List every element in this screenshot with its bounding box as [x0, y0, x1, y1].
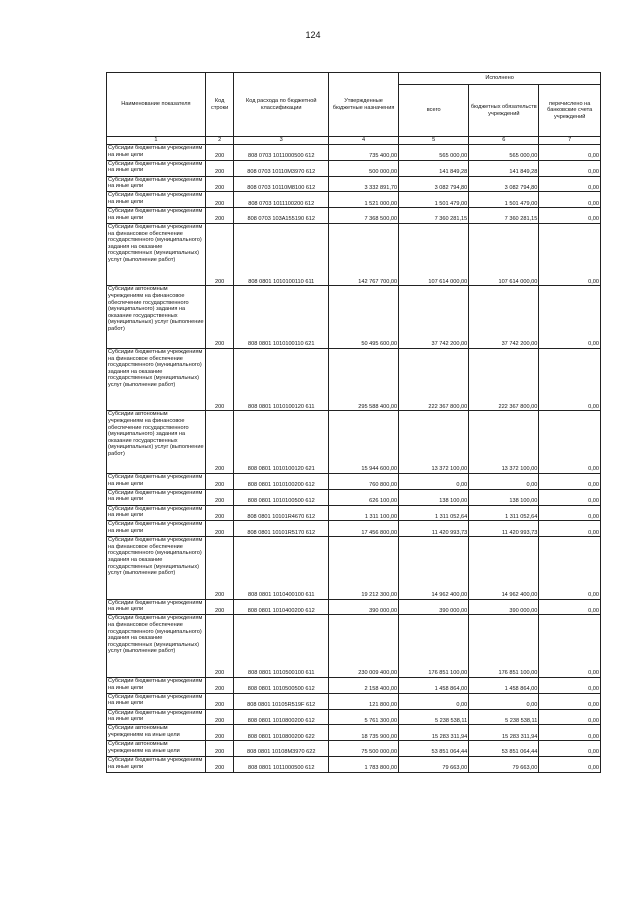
row-budget-code: 808 0801 10105R519F 612 [234, 693, 329, 709]
table-row [107, 693, 601, 709]
row-budget-inst: 15 283 311,94 [469, 725, 539, 741]
row-total: 107 614 000,00 [399, 223, 469, 286]
row-budget-code: 808 0801 1010100110 621 [234, 286, 329, 349]
row-total: 5 238 538,11 [399, 709, 469, 725]
row-transfer: 0,00 [539, 505, 601, 521]
row-name: Субсидии бюджетным учреждениям на иные цели [107, 192, 206, 208]
row-name: Субсидии бюджетным учреждениям на иные цели [107, 521, 206, 537]
row-approved: 1 311 100,00 [329, 505, 399, 521]
row-budget-inst: 0,00 [469, 473, 539, 489]
row-budget-code: 808 0801 1010500500 612 [234, 677, 329, 693]
row-budget-code: 808 0801 1010400100 611 [234, 537, 329, 600]
row-approved: 5 761 300,00 [329, 709, 399, 725]
row-budget-code: 808 0801 1010100120 611 [234, 348, 329, 411]
row-budget-inst: 37 742 200,00 [469, 286, 539, 349]
row-total: 1 501 479,00 [399, 192, 469, 208]
row-budget-code: 808 0801 1010100120 621 [234, 411, 329, 474]
row-total: 0,00 [399, 473, 469, 489]
row-name: Субсидии бюджетным учреждениям на финансовое обеспечение государственного (муниципального) задания на оказание государственных (муниципальных) услуг (выполнение работ) [107, 223, 206, 286]
row-name: Субсидии бюджетным учреждениям на иные цели [107, 473, 206, 489]
row-code: 200 [205, 521, 234, 537]
row-budget-inst: 53 851 064,44 [469, 741, 539, 757]
row-name: Субсидии бюджетным учреждениям на иные цели [107, 176, 206, 192]
row-total: 79 663,00 [399, 756, 469, 772]
row-budget-inst: 1 501 479,00 [469, 192, 539, 208]
col-number: 2 [205, 137, 234, 145]
budget-execution-table [106, 72, 601, 773]
row-budget-code: 808 0703 10110M8100 612 [234, 176, 329, 192]
row-budget-inst: 13 372 100,00 [469, 411, 539, 474]
row-code: 200 [205, 615, 234, 678]
col-number: 5 [399, 137, 469, 145]
header-total: всего [399, 85, 469, 137]
row-name: Субсидии автономным учреждениям на финансовое обеспечение государственного (муниципального) задания на оказание государственных (муниципальных) услуг (выполнение работ) [107, 286, 206, 349]
row-approved: 1 521 000,00 [329, 192, 399, 208]
table-row [107, 521, 601, 537]
row-approved: 121 800,00 [329, 693, 399, 709]
table-row [107, 223, 601, 286]
table-row [107, 537, 601, 600]
row-approved: 2 158 400,00 [329, 677, 399, 693]
col-number: 3 [234, 137, 329, 145]
row-name: Субсидии автономным учреждениям на иные цели [107, 741, 206, 757]
row-total: 138 100,00 [399, 489, 469, 505]
row-transfer: 0,00 [539, 521, 601, 537]
row-total: 390 000,00 [399, 599, 469, 615]
row-budget-code: 808 0801 1010400200 612 [234, 599, 329, 615]
row-name: Субсидии бюджетным учреждениям на иные цели [107, 160, 206, 176]
row-transfer: 0,00 [539, 473, 601, 489]
row-approved: 15 944 600,00 [329, 411, 399, 474]
table-row [107, 489, 601, 505]
col-number: 7 [539, 137, 601, 145]
header-code: Код строки [205, 73, 234, 137]
row-transfer: 0,00 [539, 192, 601, 208]
row-transfer: 0,00 [539, 208, 601, 224]
row-name: Субсидии бюджетным учреждениям на иные цели [107, 677, 206, 693]
row-total: 1 458 864,00 [399, 677, 469, 693]
row-transfer: 0,00 [539, 725, 601, 741]
row-name: Субсидии бюджетным учреждениям на иные цели [107, 709, 206, 725]
table-row [107, 505, 601, 521]
row-transfer: 0,00 [539, 615, 601, 678]
table-row [107, 473, 601, 489]
header-budget-inst: бюджетных обязательств учреждений [469, 85, 539, 137]
row-budget-code: 808 0801 10101R4670 612 [234, 505, 329, 521]
row-code: 200 [205, 709, 234, 725]
row-code: 200 [205, 756, 234, 772]
row-code: 200 [205, 223, 234, 286]
row-budget-code: 808 0801 1011000500 612 [234, 756, 329, 772]
header-approved: Утвержденные бюджетные назначения [329, 73, 399, 137]
header-budget-code: Код расхода по бюджетной классификации [234, 73, 329, 137]
row-name: Субсидии бюджетным учреждениям на иные цели [107, 489, 206, 505]
row-approved: 50 495 600,00 [329, 286, 399, 349]
row-total: 37 742 200,00 [399, 286, 469, 349]
row-budget-inst: 1 458 864,00 [469, 677, 539, 693]
row-approved: 390 000,00 [329, 599, 399, 615]
row-total: 0,00 [399, 693, 469, 709]
row-budget-inst: 79 663,00 [469, 756, 539, 772]
row-budget-code: 808 0703 10110M3970 612 [234, 160, 329, 176]
col-number: 1 [107, 137, 206, 145]
row-budget-code: 808 0801 1010500100 611 [234, 615, 329, 678]
row-code: 200 [205, 160, 234, 176]
row-code: 200 [205, 208, 234, 224]
row-approved: 735 400,00 [329, 145, 399, 161]
row-code: 200 [205, 677, 234, 693]
row-transfer: 0,00 [539, 537, 601, 600]
table-row [107, 176, 601, 192]
row-budget-inst: 141 849,28 [469, 160, 539, 176]
row-approved: 295 588 400,00 [329, 348, 399, 411]
row-budget-inst: 11 420 993,73 [469, 521, 539, 537]
table-row [107, 677, 601, 693]
row-name: Субсидии бюджетным учреждениям на иные цели [107, 693, 206, 709]
row-transfer: 0,00 [539, 677, 601, 693]
table-body [107, 145, 601, 773]
row-transfer: 0,00 [539, 411, 601, 474]
row-approved: 7 368 500,00 [329, 208, 399, 224]
col-number: 6 [469, 137, 539, 145]
row-budget-code: 808 0801 10101R5170 612 [234, 521, 329, 537]
table-row [107, 599, 601, 615]
row-budget-inst: 3 082 794,80 [469, 176, 539, 192]
header-transfer: перечислено на банковские счета учреждений [539, 85, 601, 137]
table-row [107, 411, 601, 474]
row-name: Субсидии бюджетным учреждениям на иные цели [107, 208, 206, 224]
row-approved: 626 100,00 [329, 489, 399, 505]
row-total: 141 849,28 [399, 160, 469, 176]
row-budget-inst: 14 962 400,00 [469, 537, 539, 600]
row-transfer: 0,00 [539, 599, 601, 615]
row-transfer: 0,00 [539, 741, 601, 757]
row-budget-inst: 390 000,00 [469, 599, 539, 615]
row-approved: 17 456 800,00 [329, 521, 399, 537]
row-approved: 18 735 900,00 [329, 725, 399, 741]
row-name: Субсидии бюджетным учреждениям на финансовое обеспечение государственного (муниципального) задания на оказание государственных (муниципальных) услуг (выполнение работ) [107, 615, 206, 678]
row-budget-inst: 1 311 052,64 [469, 505, 539, 521]
table-row [107, 725, 601, 741]
row-code: 200 [205, 286, 234, 349]
row-total: 222 367 800,00 [399, 348, 469, 411]
row-budget-inst: 565 000,00 [469, 145, 539, 161]
table-row [107, 286, 601, 349]
page-number: 124 [305, 30, 321, 40]
table-row [107, 756, 601, 772]
table-row [107, 192, 601, 208]
row-budget-code: 808 0703 1011100200 612 [234, 192, 329, 208]
row-budget-code: 808 0801 1010800200 612 [234, 709, 329, 725]
header-name: Наименование показателя [107, 73, 206, 137]
row-total: 11 420 993,73 [399, 521, 469, 537]
table-row [107, 615, 601, 678]
row-code: 200 [205, 145, 234, 161]
row-budget-inst: 5 238 538,11 [469, 709, 539, 725]
row-transfer: 0,00 [539, 145, 601, 161]
row-transfer: 0,00 [539, 223, 601, 286]
row-total: 53 851 064,44 [399, 741, 469, 757]
row-budget-inst: 0,00 [469, 693, 539, 709]
row-name: Субсидии бюджетным учреждениям на финансовое обеспечение государственного (муниципального) задания на оказание государственных (муниципальных) услуг (выполнение работ) [107, 348, 206, 411]
row-total: 1 311 052,64 [399, 505, 469, 521]
table-row [107, 208, 601, 224]
header-executed: Исполнено [399, 73, 601, 85]
row-approved: 500 000,00 [329, 160, 399, 176]
table-row [107, 709, 601, 725]
row-total: 3 082 794,80 [399, 176, 469, 192]
row-approved: 142 767 700,00 [329, 223, 399, 286]
col-number: 4 [329, 137, 399, 145]
row-total: 565 000,00 [399, 145, 469, 161]
row-transfer: 0,00 [539, 160, 601, 176]
row-name: Субсидии бюджетным учреждениям на иные цели [107, 505, 206, 521]
row-code: 200 [205, 411, 234, 474]
row-code: 200 [205, 693, 234, 709]
row-code: 200 [205, 489, 234, 505]
row-name: Субсидии бюджетным учреждениям на иные цели [107, 599, 206, 615]
row-budget-code: 808 0703 103A155190 612 [234, 208, 329, 224]
row-code: 200 [205, 505, 234, 521]
row-approved: 75 500 000,00 [329, 741, 399, 757]
row-transfer: 0,00 [539, 489, 601, 505]
row-total: 15 283 311,94 [399, 725, 469, 741]
row-transfer: 0,00 [539, 286, 601, 349]
row-code: 200 [205, 599, 234, 615]
row-total: 176 851 100,00 [399, 615, 469, 678]
row-code: 200 [205, 473, 234, 489]
row-code: 200 [205, 348, 234, 411]
row-code: 200 [205, 192, 234, 208]
row-code: 200 [205, 176, 234, 192]
row-budget-code: 808 0801 1010100500 612 [234, 489, 329, 505]
row-budget-code: 808 0703 1011000500 612 [234, 145, 329, 161]
row-approved: 230 009 400,00 [329, 615, 399, 678]
row-code: 200 [205, 725, 234, 741]
row-approved: 1 783 800,00 [329, 756, 399, 772]
row-transfer: 0,00 [539, 709, 601, 725]
row-name: Субсидии автономным учреждениям на иные цели [107, 725, 206, 741]
row-budget-inst: 7 360 281,15 [469, 208, 539, 224]
row-budget-code: 808 0801 1010100200 612 [234, 473, 329, 489]
row-transfer: 0,00 [539, 176, 601, 192]
row-approved: 3 332 891,70 [329, 176, 399, 192]
row-name: Субсидии бюджетным учреждениям на иные цели [107, 145, 206, 161]
row-budget-code: 808 0801 1010100110 611 [234, 223, 329, 286]
row-transfer: 0,00 [539, 693, 601, 709]
row-name: Субсидии автономным учреждениям на финансовое обеспечение государственного (муниципального) задания на оказание государственных (муниципальных) услуг (выполнение работ) [107, 411, 206, 474]
row-total: 7 360 281,15 [399, 208, 469, 224]
row-budget-inst: 107 614 000,00 [469, 223, 539, 286]
row-transfer: 0,00 [539, 348, 601, 411]
row-transfer: 0,00 [539, 756, 601, 772]
table-row [107, 145, 601, 161]
table-row [107, 348, 601, 411]
row-budget-inst: 222 367 800,00 [469, 348, 539, 411]
table-row [107, 741, 601, 757]
row-budget-inst: 138 100,00 [469, 489, 539, 505]
row-total: 13 372 100,00 [399, 411, 469, 474]
row-approved: 19 212 300,00 [329, 537, 399, 600]
row-total: 14 962 400,00 [399, 537, 469, 600]
row-name: Субсидии бюджетным учреждениям на финансовое обеспечение государственного (муниципального) задания на оказание государственных (муниципальных) услуг (выполнение работ) [107, 537, 206, 600]
row-name: Субсидии бюджетным учреждениям на иные цели [107, 756, 206, 772]
row-budget-code: 808 0801 1010800200 622 [234, 725, 329, 741]
table-row [107, 160, 601, 176]
row-code: 200 [205, 537, 234, 600]
row-budget-code: 808 0801 10108M3970 622 [234, 741, 329, 757]
row-code: 200 [205, 741, 234, 757]
row-budget-inst: 176 851 100,00 [469, 615, 539, 678]
row-approved: 760 800,00 [329, 473, 399, 489]
